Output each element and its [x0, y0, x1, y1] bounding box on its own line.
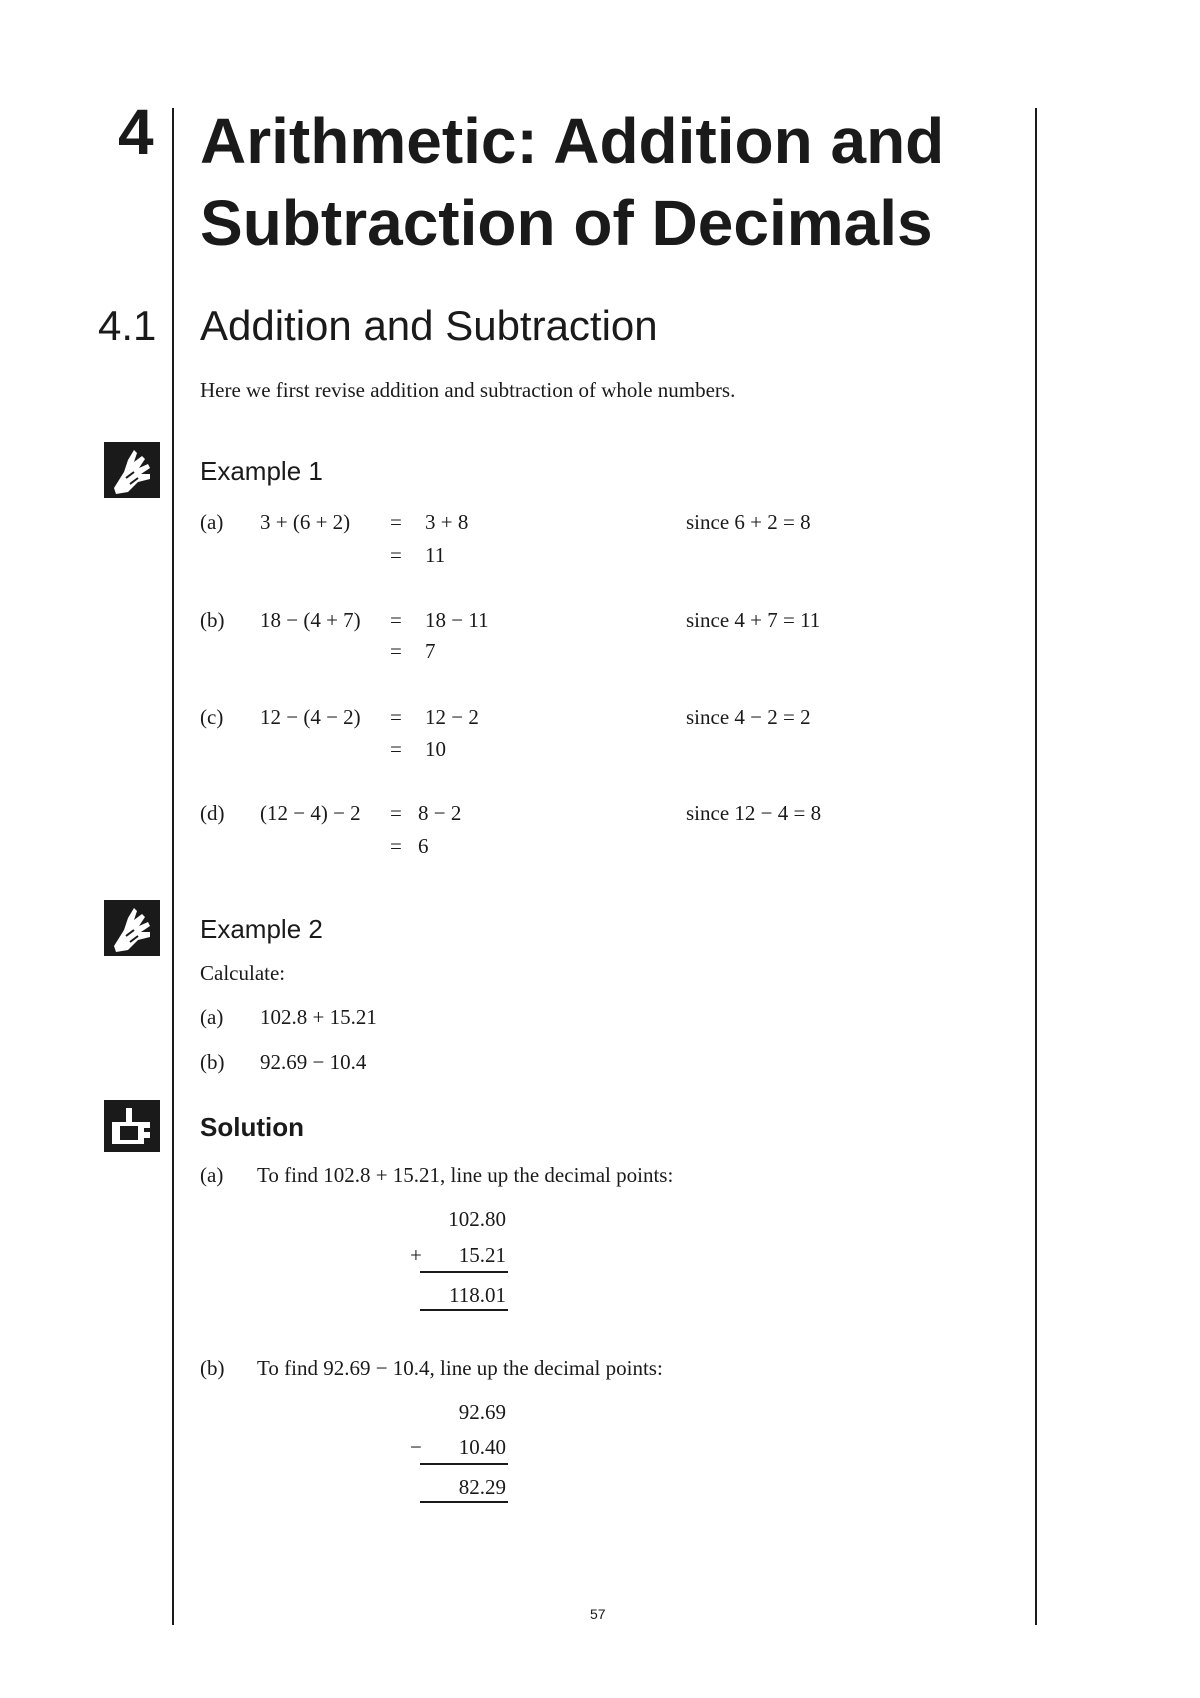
ex1-d-note: since 12 − 4 = 8: [686, 801, 822, 825]
chapter-title-line-1: Arithmetic: Addition and: [200, 105, 945, 177]
solution-b-operator: −: [410, 1435, 422, 1459]
solution-a-top-number: 102.80: [448, 1207, 506, 1231]
solution-heading: Solution: [200, 1112, 304, 1142]
solution-b-difference-line: [420, 1463, 508, 1465]
ex1-b-step-2: 7: [425, 639, 436, 663]
right-margin-rule: [1035, 108, 1037, 1625]
section-title: Addition and Subtraction: [200, 302, 658, 349]
ex1-d-equals-1: =: [390, 801, 402, 825]
ex1-b-label: (b): [200, 608, 225, 632]
ex1-d-equals-2: =: [390, 834, 402, 858]
ex1-b-note: since 4 + 7 = 11: [686, 608, 821, 632]
solution-b-result-underline: [420, 1501, 508, 1503]
section-intro: Here we first revise addition and subtraction of whole numbers.: [200, 378, 736, 402]
chapter-title-line-2: Subtraction of Decimals: [200, 187, 933, 259]
page-number: 57: [590, 1606, 606, 1622]
ex2-b-expr: 92.69 − 10.4: [260, 1050, 367, 1074]
ex1-c-equals-2: =: [390, 737, 402, 761]
solution-a-operator: +: [410, 1243, 422, 1267]
chapter-number: 4: [118, 96, 154, 168]
solution-b-top-number: 92.69: [458, 1400, 506, 1424]
solution-a-text: To find 102.8 + 15.21, line up the decimal points:: [257, 1163, 674, 1187]
thumbs-up-icon: [104, 1098, 160, 1154]
ex1-c-expr: 12 − (4 − 2): [260, 705, 361, 729]
ex2-b-label: (b): [200, 1050, 225, 1074]
chapter-title: [200, 100, 944, 264]
ex1-a-equals-2: =: [390, 543, 402, 567]
example-1-heading: Example 1: [200, 456, 323, 486]
solution-b-text: To find 92.69 − 10.4, line up the decimal points:: [257, 1356, 663, 1380]
ex1-b-equals-2: =: [390, 639, 402, 663]
section-number: 4.1: [98, 302, 157, 349]
solution-a-result-underline: [420, 1309, 508, 1311]
solution-a-label: (a): [200, 1163, 224, 1187]
ex1-d-step-1: 8 − 2: [418, 801, 462, 825]
ex1-c-step-1: 12 − 2: [425, 705, 479, 729]
solution-a-sum-line: [420, 1271, 508, 1273]
ex1-a-note: since 6 + 2 = 8: [686, 510, 811, 534]
solution-b-label: (b): [200, 1356, 225, 1380]
solution-b-result: 82.29: [458, 1475, 506, 1499]
solution-a-result: 118.01: [449, 1283, 506, 1307]
example-2-prompt: Calculate:: [200, 961, 286, 985]
ex1-b-equals-1: =: [390, 608, 402, 632]
ex2-a-expr: 102.8 + 15.21: [260, 1005, 377, 1029]
pointing-hand-icon: [104, 900, 160, 956]
ex1-b-expr: 18 − (4 + 7): [260, 608, 361, 632]
ex1-a-equals-1: =: [390, 510, 402, 534]
left-margin-rule: [172, 108, 174, 1625]
example-2-heading: Example 2: [200, 914, 323, 944]
ex1-d-expr: (12 − 4) − 2: [260, 801, 361, 825]
ex1-d-label: (d): [200, 801, 225, 825]
ex2-a-label: (a): [200, 1005, 224, 1029]
ex1-a-step-1: 3 + 8: [425, 510, 469, 534]
ex1-a-expr: 3 + (6 + 2): [260, 510, 351, 534]
ex1-b-step-1: 18 − 11: [425, 608, 489, 632]
solution-a-second-number: 15.21: [458, 1243, 506, 1267]
pointing-hand-icon: [104, 442, 160, 498]
ex1-a-label: (a): [200, 510, 224, 534]
ex1-d-step-2: 6: [418, 834, 429, 858]
ex1-c-equals-1: =: [390, 705, 402, 729]
ex1-c-step-2: 10: [425, 737, 446, 761]
solution-b-second-number: 10.40: [458, 1435, 506, 1459]
ex1-a-step-2: 11: [425, 543, 446, 567]
ex1-c-note: since 4 − 2 = 2: [686, 705, 811, 729]
ex1-c-label: (c): [200, 705, 224, 729]
